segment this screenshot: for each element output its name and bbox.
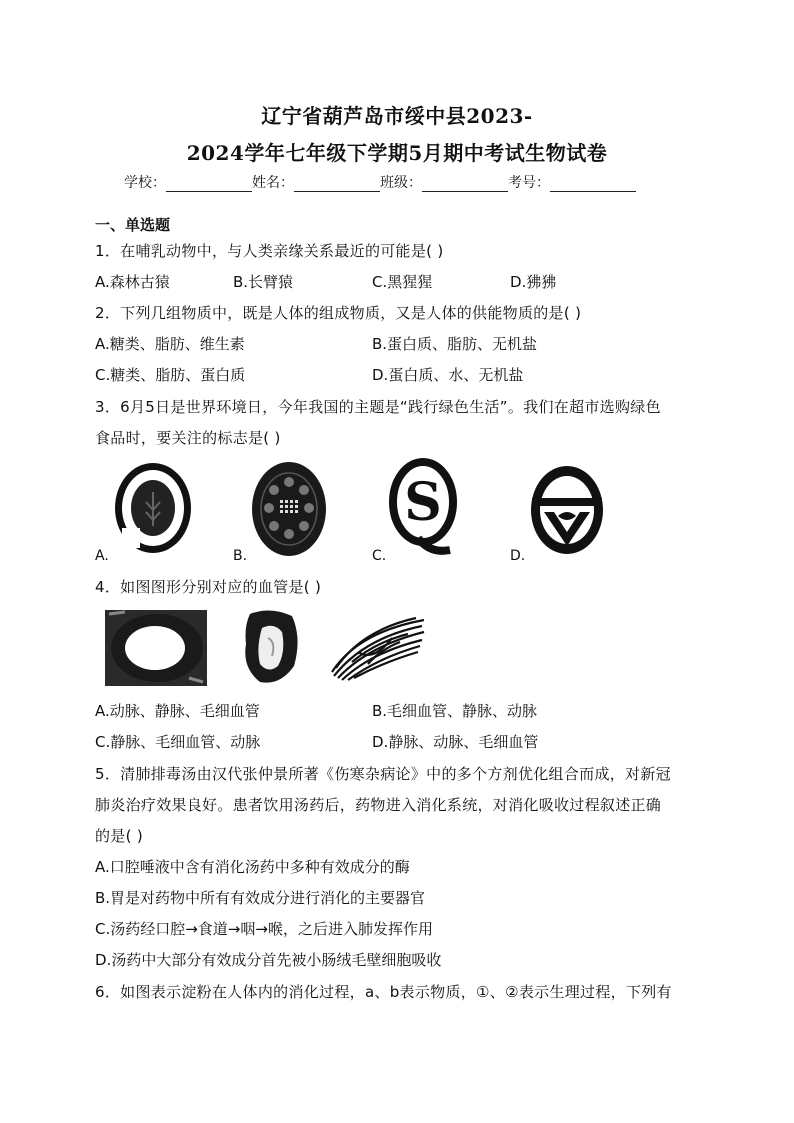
vessel-artery-cross-section-image: [105, 608, 207, 688]
school-label: 学校：: [124, 175, 166, 191]
q2-option-d: D.蛋白质、水、无机盐: [372, 366, 524, 384]
q5-option-b: B.胃是对药物中所有有效成分进行消化的主要器官: [95, 889, 426, 907]
q4-option-a: A.动脉、静脉、毛细血管: [95, 702, 260, 720]
q4-option-c: C.静脉、毛细血管、动脉: [95, 733, 261, 751]
school-blank[interactable]: [166, 176, 252, 192]
q5-option-c: C.汤药经口腔→食道→咽→喉，之后进入肺发挥作用: [95, 920, 433, 938]
question-4-text: 4．如图图形分别对应的血管是( ): [95, 578, 322, 596]
number-label: 考号：: [508, 175, 550, 191]
vessel-capillary-network-image: [328, 612, 428, 684]
class-label: 班级：: [380, 175, 422, 191]
q4-option-d: D.静脉、动脉、毛细血管: [372, 733, 539, 751]
q5-option-a: A.口腔唾液中含有消化汤药中多种有效成分的酶: [95, 858, 410, 876]
logo-d-label: D.: [510, 548, 526, 564]
name-label: 姓名：: [252, 175, 294, 191]
q1-option-b: B.长臂猿: [233, 273, 294, 291]
question-1-text: 1．在哺乳动物中，与人类亲缘关系最近的可能是( ): [95, 242, 444, 260]
logo-a-seal-icon: [112, 460, 194, 556]
q5-option-d: D.汤药中大部分有效成分首先被小肠绒毛壁细胞吸收: [95, 951, 442, 969]
logo-c-qs-mark-icon: [388, 458, 458, 558]
number-blank[interactable]: [550, 176, 636, 192]
question-6-text-line1: 6．如图表示淀粉在人体内的消化过程，a、b表示物质，①、②表示生理过程，下列有: [95, 983, 672, 1001]
section-heading: 一、单选题: [95, 216, 171, 234]
name-blank[interactable]: [294, 176, 380, 192]
question-3-text-line1: 3．6月5日是世界环境日，今年我国的主题是“践行绿色生活”。我们在超市选购绿色: [95, 398, 661, 416]
q4-option-b: B.毛细血管、静脉、动脉: [372, 702, 538, 720]
question-5-text-line2: 肺炎治疗效果良好。患者饮用汤药后，药物进入消化系统，对消化吸收过程叙述正确: [95, 796, 662, 814]
logo-a-label: A.: [95, 548, 109, 564]
question-5-text-line1: 5．清肺排毒汤由汉代张仲景所著《伤寒杂病论》中的多个方剂优化组合而成，对新冠: [95, 765, 671, 783]
vessel-vein-cross-section-image: [240, 608, 302, 688]
svg-text:S: S: [404, 472, 442, 533]
q2-option-c: C.糖类、脂肪、蛋白质: [95, 366, 246, 384]
logo-b-label: B.: [233, 548, 248, 564]
exam-title-line1: 辽宁省葫芦岛市绥中县2023-: [261, 104, 533, 128]
exam-title-line2: 2024学年七年级下学期5月期中考试生物试卷: [186, 141, 608, 165]
logo-d-v-mark-icon: [528, 462, 606, 558]
question-3-text-line2: 食品时，要关注的标志是( ): [95, 429, 281, 447]
q2-option-b: B.蛋白质、脂肪、无机盐: [372, 335, 538, 353]
logo-c-label: C.: [372, 548, 387, 564]
logo-b-dotted-icon: [250, 460, 328, 558]
question-5-text-line3: 的是( ): [95, 827, 143, 845]
q1-option-c: C.黑猩猩: [372, 273, 433, 291]
question-2-text: 2．下列几组物质中，既是人体的组成物质，又是人体的供能物质的是( ): [95, 304, 582, 322]
q1-option-a: A.森林古猿: [95, 273, 170, 291]
student-info-row: [124, 172, 636, 192]
class-blank[interactable]: [422, 176, 508, 192]
q2-option-a: A.糖类、脂肪、维生素: [95, 335, 245, 353]
q1-option-d: D.狒狒: [510, 273, 557, 291]
